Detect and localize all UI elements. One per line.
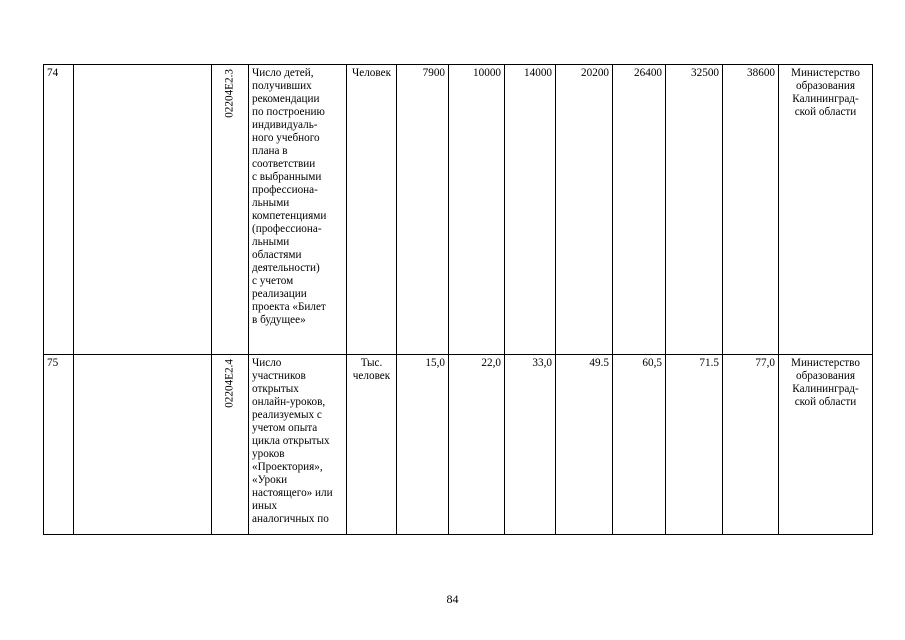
indicator-code-cell — [212, 65, 249, 355]
row-number: 75 — [44, 355, 74, 535]
value-cell: 33,0 — [505, 355, 556, 535]
value-cell: 77,0 — [723, 355, 779, 535]
page-number: 84 — [446, 592, 459, 606]
value-cell: 10000 — [449, 65, 505, 355]
unit: Человек — [347, 65, 397, 355]
indicator-name: Число детей, получивших рекомендации по построению индивидуаль- ного учебного плана в соответствии с выбранными профессиона- льными компетенциями (профессиона- льными областями деятельности) с учетом реализации проекта «Билет в будущее» — [249, 65, 347, 355]
indicator-code: 02204E2.4 — [223, 359, 236, 408]
value-cell: 7900 — [397, 65, 449, 355]
value-cell: 26400 — [613, 65, 666, 355]
responsible-body: Министерство образования Калининград-ской области — [779, 65, 873, 355]
indicator-code-cell — [212, 355, 249, 535]
unit: Тыс. человек — [347, 355, 397, 535]
empty-cell — [74, 355, 212, 535]
value-cell: 60,5 — [613, 355, 666, 535]
value-cell: 14000 — [505, 65, 556, 355]
value-cell: 15,0 — [397, 355, 449, 535]
value-cell: 49.5 — [556, 355, 613, 535]
table-row — [44, 355, 873, 535]
value-cell: 20200 — [556, 65, 613, 355]
indicator-code: 02204E2.3 — [223, 69, 236, 118]
row-number: 74 — [44, 65, 74, 355]
responsible-body: Министерство образования Калининград-ской области — [779, 355, 873, 535]
value-cell: 38600 — [723, 65, 779, 355]
value-cell: 32500 — [666, 65, 723, 355]
indicator-table — [43, 64, 873, 535]
table-row — [44, 65, 873, 355]
value-cell: 22,0 — [449, 355, 505, 535]
value-cell: 71.5 — [666, 355, 723, 535]
empty-cell — [74, 65, 212, 355]
indicator-name: Число участников открытых онлайн-уроков, реализуемых с учетом опыта цикла открытых уроков «Проектория», «Уроки настоящего» или иных аналогичных по — [249, 355, 347, 535]
